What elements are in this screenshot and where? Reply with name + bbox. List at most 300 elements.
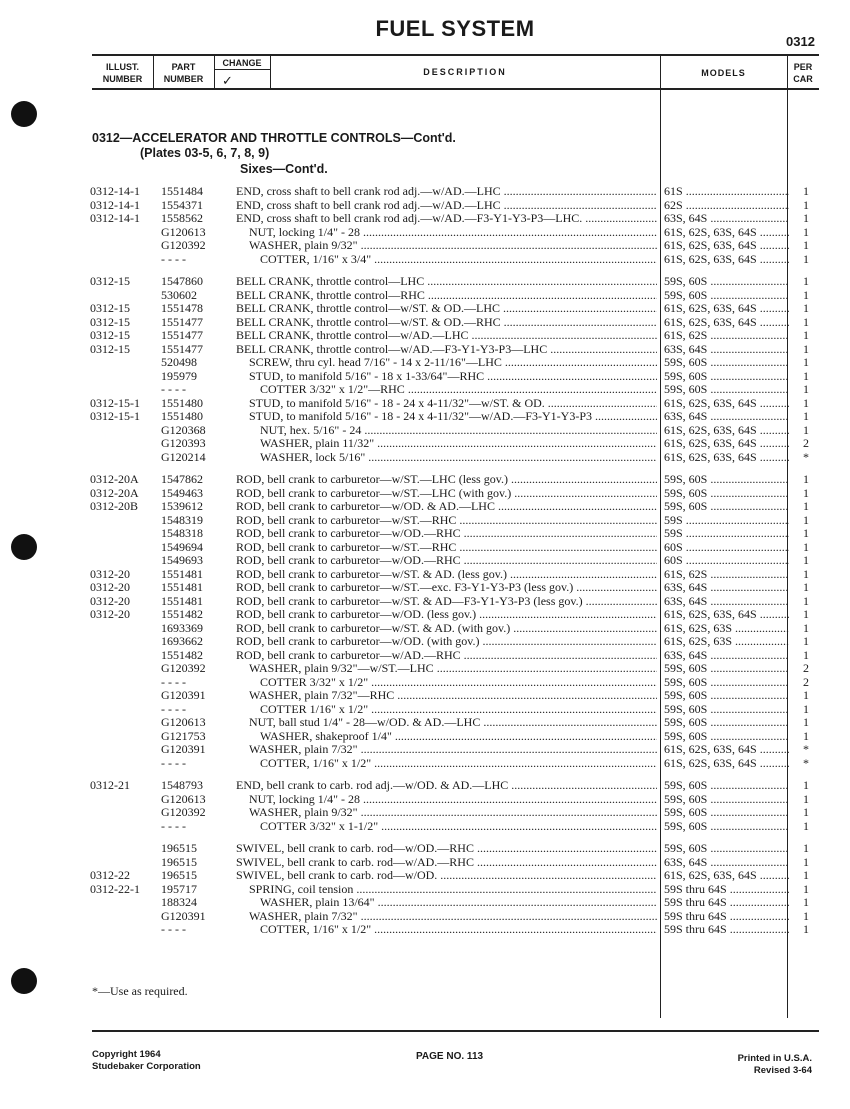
part-number: G120391 bbox=[161, 688, 206, 702]
models: 63S, 64S ..... bbox=[664, 580, 789, 594]
part-description: ROD, bell crank to carburetor—w/ST. & AD. (less gov.) ..... bbox=[236, 567, 657, 581]
parts-row bbox=[0, 423, 850, 437]
models: 59S, 60S ..... bbox=[664, 382, 789, 396]
header-description: DESCRIPTION bbox=[423, 67, 507, 77]
parts-row bbox=[0, 778, 850, 792]
part-description: ROD, bell crank to carburetor—w/OD. & AD.—LHC ..... bbox=[236, 499, 657, 513]
part-description: BELL CRANK, throttle control—w/AD.—LHC ..... bbox=[236, 328, 657, 342]
part-number: 1693369 bbox=[161, 620, 203, 635]
change-box-rule bbox=[214, 69, 270, 70]
footer-rule bbox=[92, 1030, 819, 1032]
part-number: 1549693 bbox=[161, 553, 203, 567]
parts-row bbox=[0, 486, 850, 500]
part-description: COTTER 3/32" x 1/2" ..... bbox=[260, 675, 657, 689]
parts-row bbox=[0, 675, 850, 689]
illustration-number: 0312-20 bbox=[90, 580, 130, 594]
parts-row bbox=[0, 450, 850, 464]
models: 61S, 62S, 63S, 64S ..... bbox=[664, 252, 789, 266]
models: 59S, 60S ..... bbox=[664, 702, 789, 716]
quantity-per-car: 1 bbox=[803, 422, 809, 437]
binder-hole-3 bbox=[11, 968, 37, 994]
part-description: ROD, bell crank to carburetor—w/OD.—RHC ..... bbox=[236, 526, 657, 540]
models: 62S ..... bbox=[664, 198, 789, 212]
binder-hole-1 bbox=[11, 101, 37, 127]
parts-row bbox=[0, 301, 850, 315]
models: 61S, 62S, 63S, 64S ..... bbox=[664, 423, 789, 437]
quantity-per-car: 1 bbox=[803, 881, 809, 896]
part-description: NUT, locking 1/4" - 28 ..... bbox=[249, 792, 657, 806]
part-description: COTTER 1/16" x 1/2" ..... bbox=[260, 702, 657, 716]
part-number: 1551480 bbox=[161, 395, 203, 410]
printed-line: Printed in U.S.A. bbox=[737, 1053, 812, 1064]
quantity-per-car: 1 bbox=[803, 251, 809, 266]
models: 61S, 62S, 63S, 64S ..... bbox=[664, 436, 789, 450]
models: 61S, 62S, 63S, 64S ..... bbox=[664, 756, 789, 770]
models: 61S, 62S, 63S, 64S ..... bbox=[664, 225, 789, 239]
parts-row bbox=[0, 742, 850, 756]
part-description: STUD, to manifold 5/16" - 18 - 24 x 4-11/32"—w/AD.—F3-Y1-Y3-P3 ..... bbox=[249, 409, 657, 423]
part-description: END, cross shaft to bell crank rod adj.—w/AD.—F3-Y1-Y3-P3—LHC. ..... bbox=[236, 211, 657, 225]
part-number: 1551477 bbox=[161, 341, 203, 356]
models: 61S, 62S ..... bbox=[664, 567, 789, 581]
parts-row bbox=[0, 382, 850, 396]
parts-row bbox=[0, 225, 850, 239]
part-description: ROD, bell crank to carburetor—w/OD. (less gov.) ..... bbox=[236, 607, 657, 621]
part-number: 1551484 bbox=[161, 184, 203, 198]
models: 59S, 60S ..... bbox=[664, 841, 789, 855]
part-number: 1551478 bbox=[161, 301, 203, 315]
parts-row bbox=[0, 472, 850, 486]
parts-row bbox=[0, 540, 850, 554]
quantity-per-car: 1 bbox=[803, 539, 809, 554]
part-description: WASHER, plain 13/64" ..... bbox=[260, 895, 657, 909]
part-number: - - - - bbox=[161, 922, 186, 936]
illustration-number: 0312-22 bbox=[90, 868, 130, 882]
part-number: 1558562 bbox=[161, 211, 203, 225]
part-description: SCREW, thru cyl. head 7/16" - 14 x 2-11/16"—LHC ..... bbox=[249, 355, 657, 369]
part-number: 196515 bbox=[161, 854, 197, 869]
part-description: ROD, bell crank to carburetor—w/ST. & AD—F3-Y1-Y3-P3 (less gov.) ..... bbox=[236, 594, 657, 608]
quantity-per-car: 1 bbox=[803, 805, 809, 819]
part-number: G121753 bbox=[161, 728, 206, 743]
section-number: 0312 bbox=[786, 34, 815, 49]
parts-row bbox=[0, 567, 850, 581]
parts-row bbox=[0, 369, 850, 383]
parts-row bbox=[0, 580, 850, 594]
models: 63S, 64S ..... bbox=[664, 855, 789, 869]
quantity-per-car: 1 bbox=[803, 634, 809, 648]
part-description: ROD, bell crank to carburetor—w/ST. & AD. (with gov.) ..... bbox=[236, 621, 657, 635]
models: 59S thru 64S ..... bbox=[664, 922, 789, 936]
header-change: CHANGE bbox=[222, 58, 262, 68]
part-description: WASHER, plain 7/32" ..... bbox=[249, 742, 657, 756]
part-number: G120613 bbox=[161, 715, 206, 729]
part-number: 196515 bbox=[161, 868, 197, 882]
illustration-number: 0312-22-1 bbox=[90, 881, 140, 896]
parts-row bbox=[0, 238, 850, 252]
part-description: END, cross shaft to bell crank rod adj.—w/AD.—LHC ..... bbox=[236, 198, 657, 212]
models: 63S, 64S ..... bbox=[664, 409, 789, 423]
parts-row bbox=[0, 702, 850, 716]
quantity-per-car: 1 bbox=[803, 818, 809, 833]
part-description: ROD, bell crank to carburetor—w/ST.—LHC (less gov.) ..... bbox=[236, 472, 657, 486]
part-description: WASHER, lock 5/16" ..... bbox=[260, 450, 657, 464]
models: 59S, 60S ..... bbox=[664, 729, 789, 743]
part-number: 1551477 bbox=[161, 314, 203, 329]
models: 61S, 62S, 63S, 64S ..... bbox=[664, 868, 789, 882]
illustration-number: 0312-20 bbox=[90, 593, 130, 608]
illustration-number: 0312-14-1 bbox=[90, 197, 140, 212]
part-description: SPRING, coil tension ..... bbox=[249, 882, 657, 896]
quantity-per-car: 1 bbox=[803, 868, 809, 882]
parts-row bbox=[0, 805, 850, 819]
models: 59S, 60S ..... bbox=[664, 486, 789, 500]
quantity-per-car: 1 bbox=[803, 647, 809, 662]
part-description: ROD, bell crank to carburetor—w/ST.—LHC (with gov.) ..... bbox=[236, 486, 657, 500]
part-description: WASHER, plain 9/32"—w/ST.—LHC ..... bbox=[249, 661, 657, 675]
part-number: 1539612 bbox=[161, 499, 203, 513]
models: 59S, 60S ..... bbox=[664, 499, 789, 513]
quantity-per-car: 2 bbox=[803, 436, 809, 450]
part-description: WASHER, plain 9/32" ..... bbox=[249, 805, 657, 819]
part-description: END, bell crank to carb. rod adj.—w/OD. & AD.—LHC ..... bbox=[236, 778, 657, 792]
models: 61S, 62S, 63S, 64S ..... bbox=[664, 742, 789, 756]
part-number: 1554371 bbox=[161, 197, 203, 212]
part-number: 530602 bbox=[161, 287, 197, 302]
part-description: COTTER 3/32" x 1/2"—RHC ..... bbox=[260, 382, 657, 396]
check-mark-icon: ✓ bbox=[222, 73, 233, 88]
models: 61S, 62S, 63S, 64S ..... bbox=[664, 301, 789, 315]
part-description: NUT, ball stud 1/4" - 28—w/OD. & AD.—LHC ..... bbox=[249, 715, 657, 729]
models: 59S thru 64S ..... bbox=[664, 895, 789, 909]
quantity-per-car: 1 bbox=[803, 328, 809, 342]
quantity-per-car: 1 bbox=[803, 287, 809, 302]
parts-row bbox=[0, 841, 850, 855]
subheading: Sixes—Cont'd. bbox=[240, 162, 328, 176]
part-number: 1551481 bbox=[161, 566, 203, 581]
part-description: WASHER, shakeproof 1/4" ..... bbox=[260, 729, 657, 743]
header-per-line: PER bbox=[793, 62, 813, 72]
part-description: ROD, bell crank to carburetor—w/OD. (with gov.) ..... bbox=[236, 634, 657, 648]
parts-row bbox=[0, 792, 850, 806]
part-number: 1548318 bbox=[161, 526, 203, 540]
header-part-line1: PART bbox=[171, 62, 196, 72]
quantity-per-car: 1 bbox=[803, 607, 809, 621]
part-number: - - - - bbox=[161, 755, 186, 770]
section-heading bbox=[92, 131, 456, 161]
parts-row bbox=[0, 895, 850, 909]
part-description: BELL CRANK, throttle control—w/ST. & OD.—RHC ..... bbox=[236, 315, 657, 329]
part-number: 1551477 bbox=[161, 328, 203, 342]
parts-row bbox=[0, 661, 850, 675]
part-description: COTTER, 1/16" x 1/2" ..... bbox=[260, 756, 657, 770]
models: 61S, 62S, 63S ..... bbox=[664, 621, 789, 635]
parts-row bbox=[0, 211, 850, 225]
parts-row bbox=[0, 594, 850, 608]
parts-row bbox=[0, 315, 850, 329]
part-number: 1547860 bbox=[161, 274, 203, 288]
quantity-per-car: 1 bbox=[803, 728, 809, 743]
models: 63S, 64S ..... bbox=[664, 211, 789, 225]
part-number: 196515 bbox=[161, 841, 197, 855]
quantity-per-car: 1 bbox=[803, 620, 809, 635]
part-number: 1549463 bbox=[161, 485, 203, 500]
illustration-number: 0312-15 bbox=[90, 314, 130, 329]
parts-row bbox=[0, 855, 850, 869]
models: 60S ..... bbox=[664, 540, 789, 554]
part-number: 1693662 bbox=[161, 634, 203, 648]
models: 59S, 60S ..... bbox=[664, 472, 789, 486]
part-description: STUD, to manifold 5/16" - 18 - 24 x 4-11/32"—w/ST. & OD. ..... bbox=[249, 396, 657, 410]
parts-row bbox=[0, 355, 850, 369]
part-description: WASHER, plain 9/32" ..... bbox=[249, 238, 657, 252]
quantity-per-car: 1 bbox=[803, 922, 809, 936]
parts-row bbox=[0, 621, 850, 635]
part-number: 1551481 bbox=[161, 580, 203, 594]
part-number: G120368 bbox=[161, 422, 206, 437]
part-number: - - - - bbox=[161, 701, 186, 716]
models: 61S, 62S, 63S, 64S ..... bbox=[664, 238, 789, 252]
models: 59S, 60S ..... bbox=[664, 274, 789, 288]
part-number: - - - - bbox=[161, 818, 186, 833]
part-description: ROD, bell crank to carburetor—w/AD.—RHC ..... bbox=[236, 648, 657, 662]
quantity-per-car: 1 bbox=[803, 580, 809, 594]
parts-row bbox=[0, 409, 850, 423]
section-heading-title: 0312—ACCELERATOR AND THROTTLE CONTROLS—Cont'd. bbox=[92, 131, 456, 145]
models: 59S, 60S ..... bbox=[664, 688, 789, 702]
illustration-number: 0312-14-1 bbox=[90, 184, 140, 198]
part-number: 195717 bbox=[161, 881, 197, 896]
illustration-number: 0312-15-1 bbox=[90, 409, 140, 423]
models: 59S, 60S ..... bbox=[664, 792, 789, 806]
illustration-number: 0312-20 bbox=[90, 566, 130, 581]
models: 61S, 62S, 63S, 64S ..... bbox=[664, 396, 789, 410]
models: 59S, 60S ..... bbox=[664, 288, 789, 302]
part-number: G120392 bbox=[161, 661, 206, 675]
parts-row bbox=[0, 252, 850, 266]
part-number: G120613 bbox=[161, 224, 206, 239]
part-number: G120391 bbox=[161, 908, 206, 923]
quantity-per-car: 1 bbox=[803, 895, 809, 909]
part-description: BELL CRANK, throttle control—w/AD.—F3-Y1-Y3-P3—LHC ..... bbox=[236, 342, 657, 356]
part-number: - - - - bbox=[161, 382, 186, 396]
quantity-per-car: * bbox=[803, 742, 809, 756]
parts-row bbox=[0, 513, 850, 527]
parts-row bbox=[0, 184, 850, 198]
part-description: NUT, hex. 5/16" - 24 ..... bbox=[260, 423, 657, 437]
revised-line: Revised 3-64 bbox=[753, 1065, 812, 1076]
models: 61S, 62S, 63S, 64S ..... bbox=[664, 450, 789, 464]
models: 61S, 62S, 63S ..... bbox=[664, 634, 789, 648]
illustration-number: 0312-20B bbox=[90, 499, 138, 513]
quantity-per-car: 1 bbox=[803, 593, 809, 608]
illustration-number: 0312-15 bbox=[90, 341, 130, 356]
footnote: *—Use as required. bbox=[92, 984, 188, 998]
part-number: 1547862 bbox=[161, 472, 203, 486]
quantity-per-car: 1 bbox=[803, 355, 809, 369]
header-illust bbox=[92, 61, 153, 85]
quantity-per-car: 1 bbox=[803, 485, 809, 500]
part-number: 1548793 bbox=[161, 778, 203, 792]
parts-row bbox=[0, 288, 850, 302]
part-number: G120391 bbox=[161, 742, 206, 756]
part-description: SWIVEL, bell crank to carb. rod—w/OD. ..... bbox=[236, 868, 657, 882]
part-number: 1551480 bbox=[161, 409, 203, 423]
parts-row bbox=[0, 342, 850, 356]
illustration-number: 0312-15 bbox=[90, 328, 130, 342]
quantity-per-car: 1 bbox=[803, 238, 809, 252]
models: 59S, 60S ..... bbox=[664, 778, 789, 792]
parts-row bbox=[0, 526, 850, 540]
part-number: 1551481 bbox=[161, 593, 203, 608]
parts-row bbox=[0, 198, 850, 212]
part-number: 1548319 bbox=[161, 512, 203, 527]
models: 61S, 62S ..... bbox=[664, 328, 789, 342]
quantity-per-car: 1 bbox=[803, 688, 809, 702]
illustration-number: 0312-20 bbox=[90, 607, 130, 621]
illustration-number: 0312-14-1 bbox=[90, 211, 140, 225]
parts-row bbox=[0, 922, 850, 936]
part-description: COTTER, 1/16" x 3/4" ..... bbox=[260, 252, 657, 266]
part-description: WASHER, plain 7/32"—RHC ..... bbox=[249, 688, 657, 702]
parts-row bbox=[0, 756, 850, 770]
parts-row bbox=[0, 499, 850, 513]
footer-copyright bbox=[92, 1049, 201, 1073]
models: 59S, 60S ..... bbox=[664, 715, 789, 729]
quantity-per-car: 1 bbox=[803, 382, 809, 396]
quantity-per-car: 1 bbox=[803, 715, 809, 729]
part-description: ROD, bell crank to carburetor—w/ST.—RHC ..... bbox=[236, 513, 657, 527]
quantity-per-car: 1 bbox=[803, 341, 809, 356]
parts-row bbox=[0, 909, 850, 923]
company-line: Studebaker Corporation bbox=[92, 1061, 201, 1072]
models: 59S, 60S ..... bbox=[664, 355, 789, 369]
parts-row bbox=[0, 688, 850, 702]
header-top-rule bbox=[92, 54, 819, 56]
illustration-number: 0312-15-1 bbox=[90, 395, 140, 410]
quantity-per-car: 1 bbox=[803, 566, 809, 581]
quantity-per-car: 2 bbox=[803, 661, 809, 675]
quantity-per-car: * bbox=[803, 755, 809, 770]
part-description: WASHER, plain 11/32" ..... bbox=[260, 436, 657, 450]
models: 63S, 64S ..... bbox=[664, 648, 789, 662]
parts-row bbox=[0, 819, 850, 833]
illustration-number: 0312-21 bbox=[90, 778, 130, 792]
quantity-per-car: 1 bbox=[803, 274, 809, 288]
part-description: END, cross shaft to bell crank rod adj.—w/AD.—LHC ..... bbox=[236, 184, 657, 198]
quantity-per-car: 1 bbox=[803, 224, 809, 239]
parts-row bbox=[0, 436, 850, 450]
section-heading-plates: (Plates 03-5, 6, 7, 8, 9) bbox=[140, 146, 270, 160]
part-number: G120392 bbox=[161, 238, 206, 252]
quantity-per-car: 1 bbox=[803, 301, 809, 315]
illustration-number: 0312-20A bbox=[90, 485, 139, 500]
quantity-per-car: 1 bbox=[803, 908, 809, 923]
part-number: - - - - bbox=[161, 674, 186, 689]
quantity-per-car: 1 bbox=[803, 314, 809, 329]
illustration-number: 0312-15 bbox=[90, 274, 130, 288]
header-models: MODELS bbox=[701, 68, 746, 78]
models: 63S, 64S ..... bbox=[664, 594, 789, 608]
part-number: 1549694 bbox=[161, 539, 203, 554]
parts-row bbox=[0, 274, 850, 288]
models: 59S, 60S ..... bbox=[664, 805, 789, 819]
models: 59S ..... bbox=[664, 526, 789, 540]
models: 59S thru 64S ..... bbox=[664, 882, 789, 896]
footer-printed bbox=[738, 1053, 812, 1077]
page-number: PAGE NO. 113 bbox=[416, 1051, 484, 1062]
part-description: SWIVEL, bell crank to carb. rod—w/AD.—RHC ..... bbox=[236, 855, 657, 869]
part-number: 188324 bbox=[161, 895, 197, 909]
models: 59S ..... bbox=[664, 513, 789, 527]
part-description: BELL CRANK, throttle control—w/ST. & OD.—LHC ..... bbox=[236, 301, 657, 315]
models: 61S ..... bbox=[664, 184, 789, 198]
part-description: BELL CRANK, throttle control—LHC ..... bbox=[236, 274, 657, 288]
parts-row bbox=[0, 553, 850, 567]
models: 59S, 60S ..... bbox=[664, 661, 789, 675]
header-per-car bbox=[787, 61, 819, 85]
header-bottom-rule bbox=[92, 88, 819, 90]
quantity-per-car: 1 bbox=[803, 512, 809, 527]
models: 59S, 60S ..... bbox=[664, 675, 789, 689]
part-number: 1551482 bbox=[161, 607, 203, 621]
models: 59S, 60S ..... bbox=[664, 819, 789, 833]
part-description: COTTER, 1/16" x 1/2" ..... bbox=[260, 922, 657, 936]
parts-row bbox=[0, 607, 850, 621]
header-car-line: CAR bbox=[793, 74, 813, 84]
part-number: 1551482 bbox=[161, 647, 203, 662]
header-part bbox=[153, 61, 214, 85]
quantity-per-car: 1 bbox=[803, 778, 809, 792]
copyright-line: Copyright 1964 bbox=[92, 1049, 161, 1060]
quantity-per-car: 1 bbox=[803, 854, 809, 869]
part-description: WASHER, plain 7/32" ..... bbox=[249, 909, 657, 923]
quantity-per-car: 1 bbox=[803, 395, 809, 410]
part-number: 520498 bbox=[161, 355, 197, 369]
quantity-per-car: 1 bbox=[803, 409, 809, 423]
quantity-per-car: 1 bbox=[803, 791, 809, 806]
part-description: BELL CRANK, throttle control—RHC ..... bbox=[236, 288, 657, 302]
part-description: STUD, to manifold 5/16" - 18 x 1-33/64"—RHC ..... bbox=[249, 369, 657, 383]
quantity-per-car: 1 bbox=[803, 553, 809, 567]
quantity-per-car: 1 bbox=[803, 499, 809, 513]
part-number: G120214 bbox=[161, 449, 206, 464]
part-description: ROD, bell crank to carburetor—w/OD.—RHC ..... bbox=[236, 553, 657, 567]
header-part-line2: NUMBER bbox=[163, 74, 204, 84]
models: 61S, 62S, 63S, 64S ..... bbox=[664, 607, 789, 621]
quantity-per-car: 1 bbox=[803, 211, 809, 225]
part-description: ROD, bell crank to carburetor—w/ST.—RHC ..... bbox=[236, 540, 657, 554]
parts-row bbox=[0, 729, 850, 743]
quantity-per-car: 1 bbox=[803, 701, 809, 716]
models: 60S ..... bbox=[664, 553, 789, 567]
quantity-per-car: 1 bbox=[803, 526, 809, 540]
part-description: COTTER 3/32" x 1-1/2" ..... bbox=[260, 819, 657, 833]
part-description: ROD, bell crank to carburetor—w/ST.—exc. F3-Y1-Y3-P3 (less gov.) ..... bbox=[236, 580, 657, 594]
part-number: G120392 bbox=[161, 805, 206, 819]
header-illust-line2: NUMBER bbox=[102, 74, 143, 84]
part-description: NUT, locking 1/4" - 28 ..... bbox=[249, 225, 657, 239]
quantity-per-car: 1 bbox=[803, 184, 809, 198]
quantity-per-car: 2 bbox=[803, 674, 809, 689]
part-description: SWIVEL, bell crank to carb. rod—w/OD.—RHC ..... bbox=[236, 841, 657, 855]
quantity-per-car: 1 bbox=[803, 197, 809, 212]
parts-row bbox=[0, 396, 850, 410]
parts-row bbox=[0, 882, 850, 896]
parts-row bbox=[0, 715, 850, 729]
illustration-number: 0312-20A bbox=[90, 472, 139, 486]
illustration-number: 0312-15 bbox=[90, 301, 130, 315]
